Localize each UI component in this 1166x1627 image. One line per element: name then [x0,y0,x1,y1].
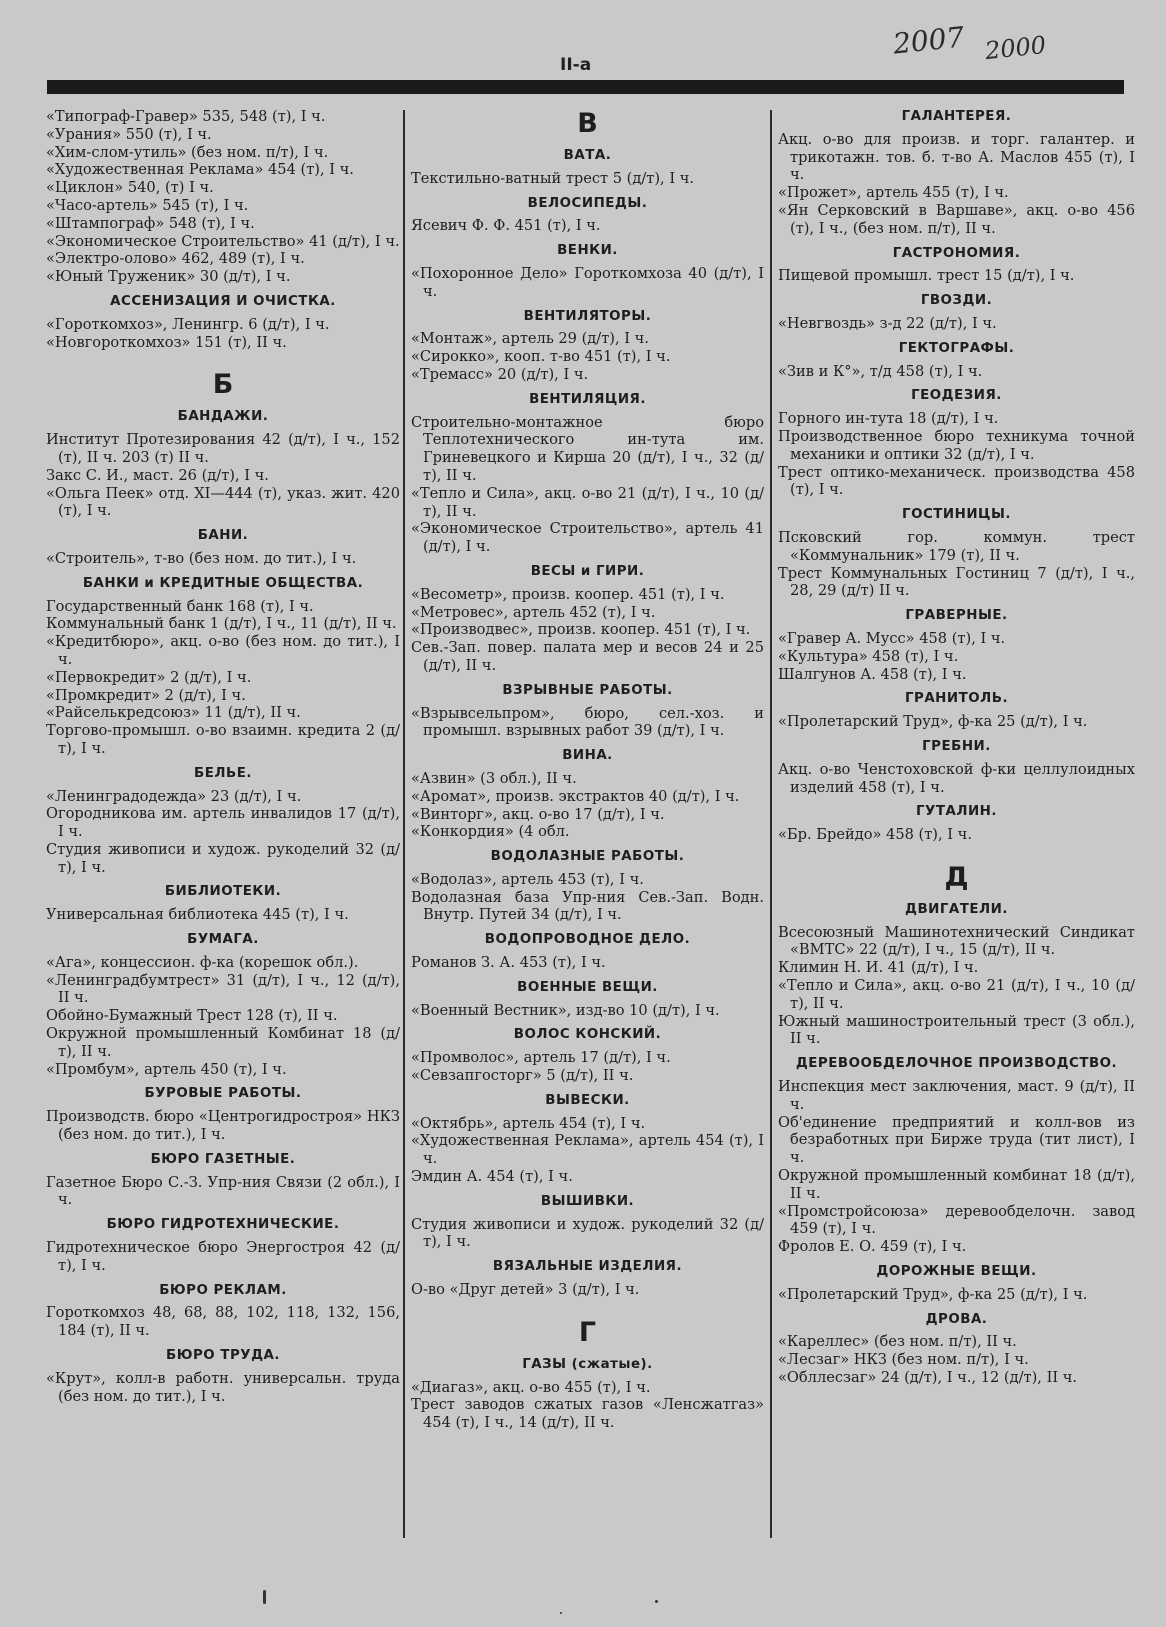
entry: Производств. бюро «Центрогидростроя» НКЗ (без ном. до тит.), I ч. [46,1108,400,1144]
section-heading: ДРОВА. [925,1311,988,1327]
header-rule [47,80,1124,94]
handwritten-note: 2007 [891,20,966,61]
entry: «Новгороткомхоз» 151 (т), II ч. [46,333,287,351]
section-heading: ГЕОДЕЗИЯ. [911,388,1002,404]
entry: Окружной промышленный Комбинат 18 (д/т), II ч. [46,1025,400,1060]
entry: «Невгвоздь» з-д 22 (д/т), I ч. [778,314,997,332]
entry: Южный машиностроительный трест (3 обл.), II ч. [778,1012,1135,1048]
entry: «Промбум», артель 450 (т), I ч. [46,1060,287,1078]
section-heading: ГВОЗДИ. [920,293,993,309]
section-heading: БЮРО ГАЗЕТНЫЕ. [150,1151,296,1167]
entry: «Строитель», т-во (без ном. до тит.), I ч. [46,549,357,567]
entry: «Октябрь», артель 454 (т), I ч. [411,1114,646,1132]
entry: «Прожет», артель 455 (т), I ч. [778,184,1009,202]
entry: Трест оптико-механическ. производства 458 (т), I ч. [778,463,1135,499]
entry: Акц. о-во Ченстоховской ф-ки целлулоидных изделий 458 (т), I ч. [778,760,1135,796]
entry: «Взрывсельпром», бюро, сел.-хоз. и промышл. взрывных работ 39 (д/т), I ч. [411,704,764,740]
entry: «Пролетарский Труд», ф-ка 25 (д/т), I ч. [778,1285,1088,1303]
section-heading: БЮРО РЕКЛАМ. [159,1282,287,1298]
entry: Студия живописи и худож. рукоделий 32 (д/т), I ч. [411,1215,764,1251]
entry: «Аромат», произв. экстрактов 40 (д/т), I ч. [411,787,740,805]
section-heading: ГАЛАНТЕРЕЯ. [901,109,1012,124]
column-3 [778,108,1135,1387]
entry: «Тремасс» 20 (д/т), I ч. [411,365,589,383]
entry: Климин Н. И. 41 (д/т), I ч. [778,959,979,977]
scan-speck [655,1600,658,1603]
entry: «Обллесзаг» 24 (д/т), I ч., 12 (д/т), II ч. [778,1369,1078,1387]
section-heading: ВОДОЛАЗНЫЕ РАБОТЫ. [490,849,685,865]
section-heading: ВОДОПРОВОДНОЕ ДЕЛО. [484,932,691,948]
entry: Газетное Бюро С.-З. Упр-ния Связи (2 обл.), I ч. [46,1173,400,1209]
entry: «Гравер А. Мусс» 458 (т), I ч. [778,629,1006,647]
section-heading: ГРАНИТОЛЬ. [904,691,1009,707]
entry: «Лесзаг» НКЗ (без ном. п/т), I ч. [778,1351,1029,1369]
entry: Студия живописи и худож. рукоделий 32 (д/т), I ч. [46,840,400,876]
entry: Трест заводов сжатых газов «Ленсжатгаз» 454 (т), I ч., 14 (д/т), II ч. [411,1396,764,1432]
entry: «Похоронное Дело» Гороткомхоза 40 (д/т), I ч. [411,264,764,300]
scan-speck [560,1612,562,1614]
section-heading: АССЕНИЗАЦИЯ И ОЧИСТКА. [110,293,336,309]
entry: «Бр. Брейдо» 458 (т), I ч. [778,826,972,844]
entry: «Севзапгосторг» 5 (д/т), II ч. [411,1067,634,1085]
section-heading: ВИНА. [562,748,613,764]
entry: «Художественная Реклама» 454 (т), I ч. [46,161,354,179]
entry: «Художественная Реклама», артель 454 (т), I ч. [411,1132,764,1168]
letter-heading: Д [944,861,969,893]
entry: Окружной промышленный комбинат 18 (д/т), II ч. [778,1167,1135,1202]
section-heading: БЮРО ТРУДА. [166,1348,280,1364]
section-heading: ГАЗЫ (сжатые). [522,1356,653,1372]
column-divider [403,110,405,1538]
section-heading: БАНКИ и КРЕДИТНЫЕ ОБЩЕСТВА. [82,575,364,591]
section-heading: ВЫВЕСКИ. [545,1092,630,1108]
entry: Обойно-Бумажный Трест 128 (т), II ч. [46,1007,338,1025]
entry: Гидротехническое бюро Энергостроя 42 (д/т), I ч. [46,1239,400,1274]
entry: Ясевич Ф. Ф. 451 (т), I ч. [411,217,601,235]
letter-heading: Б [212,369,234,401]
entry: «Юный Труженик» 30 (д/т), I ч. [46,268,291,286]
section-heading: ГРЕБНИ. [922,738,991,754]
section-heading: ВЕНТИЛЯЦИЯ. [529,391,646,407]
entry: Торгово-промышл. о-во взаимн. кредита 2 (д/т), I ч. [46,722,400,757]
entry: Коммунальный банк 1 (д/т), I ч., 11 (д/т), II ч. [46,615,397,633]
section-heading: БЮРО ГИДРОТЕХНИЧЕСКИЕ. [106,1217,340,1233]
section-heading: БИБЛИОТЕКИ. [164,884,282,900]
section-heading: БУРОВЫЕ РАБОТЫ. [144,1086,302,1102]
entry: «Кареллес» (без ном. п/т), II ч. [778,1333,1017,1351]
entry: Сев.-Зап. повер. палата мер и весов 24 и 25 (д/т), II ч. [411,639,764,674]
section-heading: ВЕЛОСИПЕДЫ. [527,195,648,211]
entry: «Промволос», артель 17 (д/т), I ч. [411,1049,671,1067]
entry: «Промкредит» 2 (д/т), I ч. [46,686,246,704]
entry: «Монтаж», артель 29 (д/т), I ч. [411,330,649,348]
entry: О-во «Друг детей» 3 (д/т), I ч. [411,1281,640,1299]
entry: «Ленинградодежда» 23 (д/т), I ч. [46,787,302,805]
entry: «Промстройсоюза» деревообделочн. завод 459 (т), I ч. [778,1202,1135,1238]
letter-heading: Г [578,1316,597,1348]
entry: «Культура» 458 (т), I ч. [778,647,959,665]
entry: Инспекция мест заключения, маст. 9 (д/т), II ч. [778,1078,1135,1113]
entry: «Урания» 550 (т), I ч. [46,125,212,143]
section-heading: БУМАГА. [187,932,259,948]
entry: «Ленинградбумтрест» 31 (д/т), I ч., 12 (д/т), II ч. [46,971,400,1007]
entry: «Штампограф» 548 (т), I ч. [46,214,255,232]
section-heading: ВЯЗАЛЬНЫЕ ИЗДЕЛИЯ. [492,1259,683,1275]
entry: Универсальная библиотека 445 (т), I ч. [46,906,349,924]
entry: «Зив и К°», т/д 458 (т), I ч. [778,362,983,380]
entry: Институт Протезирования 42 (д/т), I ч., 152 (т), II ч. 203 (т) II ч. [46,431,400,466]
entry: Всесоюзный Машинотехнический Синдикат «ВМТС» 22 (д/т), I ч., 15 (д/т), II ч. [778,923,1135,959]
entry: Эмдин А. 454 (т), I ч. [411,1168,573,1186]
entry: Горного ин-тута 18 (д/т), I ч. [778,410,999,428]
section-heading: ДЕРЕВООБДЕЛОЧНОЕ ПРОИЗВОДСТВО. [795,1056,1118,1072]
entry: Фролов Е. О. 459 (т), I ч. [778,1238,967,1256]
entry: Об'единение предприятий и колл-вов из безработных при Бирже труда (тит лист), I ч. [778,1113,1135,1167]
entry: Псковский гор. коммун. трест «Коммунальник» 179 (т), II ч. [778,528,1135,564]
column-divider [770,110,772,1538]
entry: «Пролетарский Труд», ф-ка 25 (д/т), I ч. [778,713,1088,731]
entry: Гороткомхоз 48, 68, 88, 102, 118, 132, 156, 184 (т), II ч. [46,1304,400,1340]
entry: Строительно-монтажное бюро Теплотехнического ин-тута им. Гриневецкого и Кирша 20 (д/т), I ч., 32 (д/т), II ч. [411,413,764,484]
section-heading: ГАСТРОНОМИЯ. [892,245,1021,261]
section-heading: ВОЕННЫЕ ВЕЩИ. [517,979,658,995]
entry: «Конкордия» (4 обл. [411,823,570,841]
entry: Текстильно-ватный трест 5 (д/т), I ч. [411,169,695,187]
section-heading: ГЕКТОГРАФЫ. [898,340,1015,356]
section-heading: ВЕНКИ. [557,243,618,259]
entry: Шалгунов А. 458 (т), I ч. [778,665,967,683]
entry: Романов З. А. 453 (т), I ч. [411,954,606,972]
section-heading: БАНИ. [197,528,249,544]
entry: Закс С. И., маст. 26 (д/т), I ч. [46,466,269,484]
section-heading: ВЗРЫВНЫЕ РАБОТЫ. [502,682,673,698]
letter-heading: В [577,108,598,139]
section-heading: ДВИГАТЕЛИ. [905,901,1008,917]
entry: «Винторг», акц. о-во 17 (д/т), I ч. [411,805,665,823]
entry: Акц. о-во для произв. и торг. галантер. и трикотажн. тов. б. т-во А. Маслов 455 (т), I ч. [778,130,1135,184]
entry: «Крут», колл-в работн. универсальн. труда (без ном. до тит.), I ч. [46,1369,400,1405]
section-heading: БАНДАЖИ. [177,409,269,425]
entry: «Весометр», произв. коопер. 451 (т), I ч. [411,585,725,603]
entry: «Диагаз», акц. о-во 455 (т), I ч. [411,1378,651,1396]
entry: Производственное бюро техникума точной механики и оптики 32 (д/т), I ч. [778,427,1135,463]
entry: «Метровес», артель 452 (т), I ч. [411,603,656,621]
section-heading: ВАТА. [563,148,612,163]
entry: «Электро-олово» 462, 489 (т), I ч. [46,250,305,268]
entry: Пищевой промышл. трест 15 (д/т), I ч. [778,267,1075,285]
entry: «Кредитбюро», акц. о-во (без ном. до тит.), I ч. [46,633,400,668]
entry: Государственный банк 168 (т), I ч. [46,597,314,615]
entry: «Часо-артель» 545 (т), I ч. [46,196,249,214]
entry: «Райселькредсоюз» 11 (д/т), II ч. [46,704,301,722]
section-heading: ВЫШИВКИ. [540,1193,635,1209]
entry: «Водолаз», артель 453 (т), I ч. [411,870,644,888]
section-heading: ВОЛОС КОНСКИЙ. [513,1027,662,1043]
entry: Огородникова им. артель инвалидов 17 (д/т), I ч. [46,805,400,841]
entry: Водолазная база Упр-ния Сев.-Зап. Водн. Внутр. Путей 34 (д/т), I ч. [411,888,764,924]
entry: «Производвес», произв. коопер. 451 (т), I ч. [411,621,751,639]
entry: Трест Коммунальных Гостиниц 7 (д/т), I ч., 28, 29 (д/т) II ч. [778,564,1135,600]
entry: «Хим-слом-утиль» (без ном. п/т), I ч. [46,143,329,161]
entry: «Экономическое Строительство», артель 41 (д/т), I ч. [411,520,764,556]
entry: «Ольга Пеек» отд. XI—444 (т), указ. жит. 420 (т), I ч. [46,484,400,520]
entry: «Экономическое Строительство» 41 (д/т), I ч. [46,232,400,250]
section-heading: ВЕНТИЛЯТОРЫ. [523,308,652,324]
entry: «Тепло и Сила», акц. о-во 21 (д/т), I ч., 10 (д/т), II ч. [778,977,1135,1012]
handwritten-note: 2000 [983,30,1048,66]
scan-speck [263,1590,266,1604]
section-heading: ГРАВЕРНЫЕ. [905,608,1008,624]
entry: «Циклон» 540, (т) I ч. [46,179,214,197]
column-2 [411,108,764,1432]
entry: «Сирокко», кооп. т-во 451 (т), I ч. [411,348,671,366]
column-1 [46,108,400,1405]
entry: «Ага», концессион. ф-ка (корешок обл.). [46,953,359,971]
entry: «Первокредит» 2 (д/т), I ч. [46,668,252,686]
entry: «Ян Серковский в Варшаве», акц. о-во 456 (т), I ч., (без ном. п/т), II ч. [778,201,1135,237]
section-heading: ВЕСЫ и ГИРИ. [530,563,645,579]
section-heading: ДОРОЖНЫЕ ВЕЩИ. [876,1264,1037,1280]
entry: «Тепло и Сила», акц. о-во 21 (д/т), I ч., 10 (д/т), II ч. [411,484,764,520]
page-label: II-a [560,55,592,75]
section-heading: БЕЛЬЕ. [194,765,252,781]
entry: «Гороткомхоз», Ленингр. 6 (д/т), I ч. [46,315,330,333]
entry: «Азвин» (3 обл.), II ч. [411,769,577,787]
entry: «Типограф-Гравер» 535, 548 (т), I ч. [46,108,326,125]
entry: «Военный Вестник», изд-во 10 (д/т), I ч. [411,1001,720,1019]
section-heading: ГУТАЛИН. [916,804,997,820]
section-heading: ГОСТИНИЦЫ. [902,507,1011,523]
